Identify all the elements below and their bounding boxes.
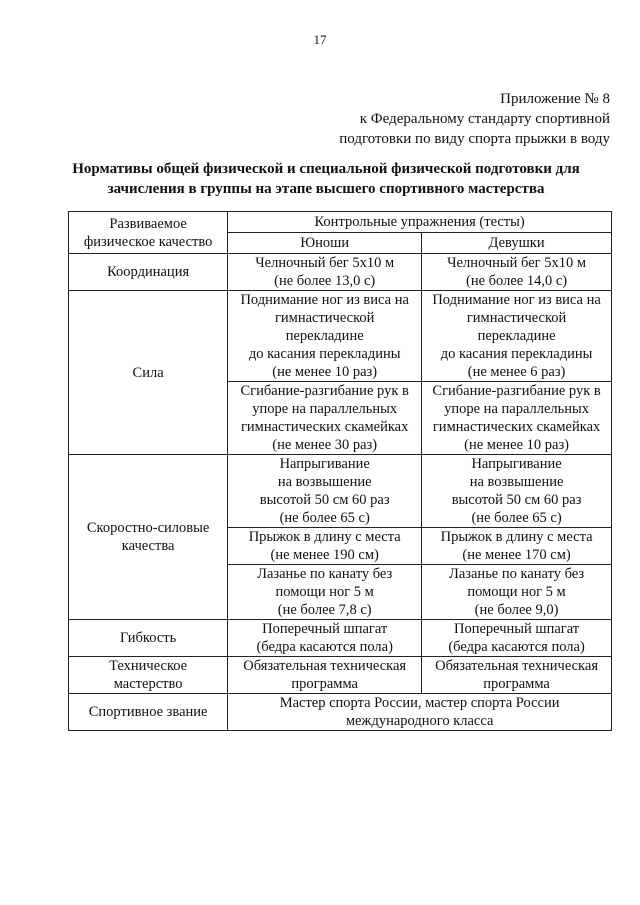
speed-3-boys: Лазанье по канату без помощи ног 5 м (не более 7,8 с) xyxy=(228,565,422,620)
header-row xyxy=(69,212,612,233)
table-row xyxy=(69,455,612,528)
quality-flexibility: Гибкость xyxy=(69,620,228,657)
header-girls: Девушки xyxy=(422,233,612,254)
strength-2-boys: Сгибание-разгибание рук в упоре на параллельных гимнастических скамейках (не менее 30 раз) xyxy=(228,382,422,455)
coordination-boys: Челночный бег 5x10 м (не более 13,0 с) xyxy=(228,254,422,291)
table-row xyxy=(69,620,612,657)
table-row xyxy=(69,657,612,694)
norms-table xyxy=(68,211,612,731)
appendix-header xyxy=(339,89,610,149)
technique-girls: Обязательная техническая программа xyxy=(422,657,612,694)
rank-value: Мастер спорта России, мастер спорта России международного класса xyxy=(228,694,612,731)
speed-2-girls: Прыжок в длину с места (не менее 170 см) xyxy=(422,528,612,565)
coordination-girls: Челночный бег 5x10 м (не более 14,0 с) xyxy=(422,254,612,291)
title-line-1: Нормативы общей физической и специальной физической подготовки для xyxy=(72,161,580,177)
quality-speed-strength: Скоростно-силовые качества xyxy=(69,455,228,620)
strength-1-girls: Поднимание ног из виса на гимнастической перекладине до касания перекладины (не менее 6 раз) xyxy=(422,291,612,382)
appendix-line-1: Приложение № 8 xyxy=(500,91,610,107)
table-row xyxy=(69,694,612,731)
table-row xyxy=(69,291,612,382)
speed-1-girls: Напрыгивание на возвышение высотой 50 см 60 раз (не более 65 с) xyxy=(422,455,612,528)
header-boys: Юноши xyxy=(228,233,422,254)
speed-3-girls: Лазанье по канату без помощи ног 5 м (не более 9,0) xyxy=(422,565,612,620)
document-title xyxy=(60,159,592,199)
appendix-line-2: к Федеральному стандарту спортивной xyxy=(359,111,610,127)
table-row xyxy=(69,254,612,291)
title-line-2: зачисления в группы на этапе высшего спортивного мастерства xyxy=(107,181,545,197)
strength-1-boys: Поднимание ног из виса на гимнастической перекладине до касания перекладины (не менее 10 раз) xyxy=(228,291,422,382)
technique-boys: Обязательная техническая программа xyxy=(228,657,422,694)
flexibility-boys: Поперечный шпагат (бедра касаются пола) xyxy=(228,620,422,657)
speed-2-boys: Прыжок в длину с места (не менее 190 см) xyxy=(228,528,422,565)
appendix-line-3: подготовки по виду спорта прыжки в воду xyxy=(339,131,610,147)
quality-rank: Спортивное звание xyxy=(69,694,228,731)
strength-2-girls: Сгибание-разгибание рук в упоре на параллельных гимнастических скамейках (не менее 10 раз) xyxy=(422,382,612,455)
page-number: 17 xyxy=(313,32,327,47)
speed-1-boys: Напрыгивание на возвышение высотой 50 см 60 раз (не более 65 с) xyxy=(228,455,422,528)
flexibility-girls: Поперечный шпагат (бедра касаются пола) xyxy=(422,620,612,657)
header-tests: Контрольные упражнения (тесты) xyxy=(228,212,612,233)
quality-technique: Техническое мастерство xyxy=(69,657,228,694)
quality-coordination: Координация xyxy=(69,254,228,291)
header-quality: Развиваемое физическое качество xyxy=(69,212,228,254)
quality-strength: Сила xyxy=(69,291,228,455)
